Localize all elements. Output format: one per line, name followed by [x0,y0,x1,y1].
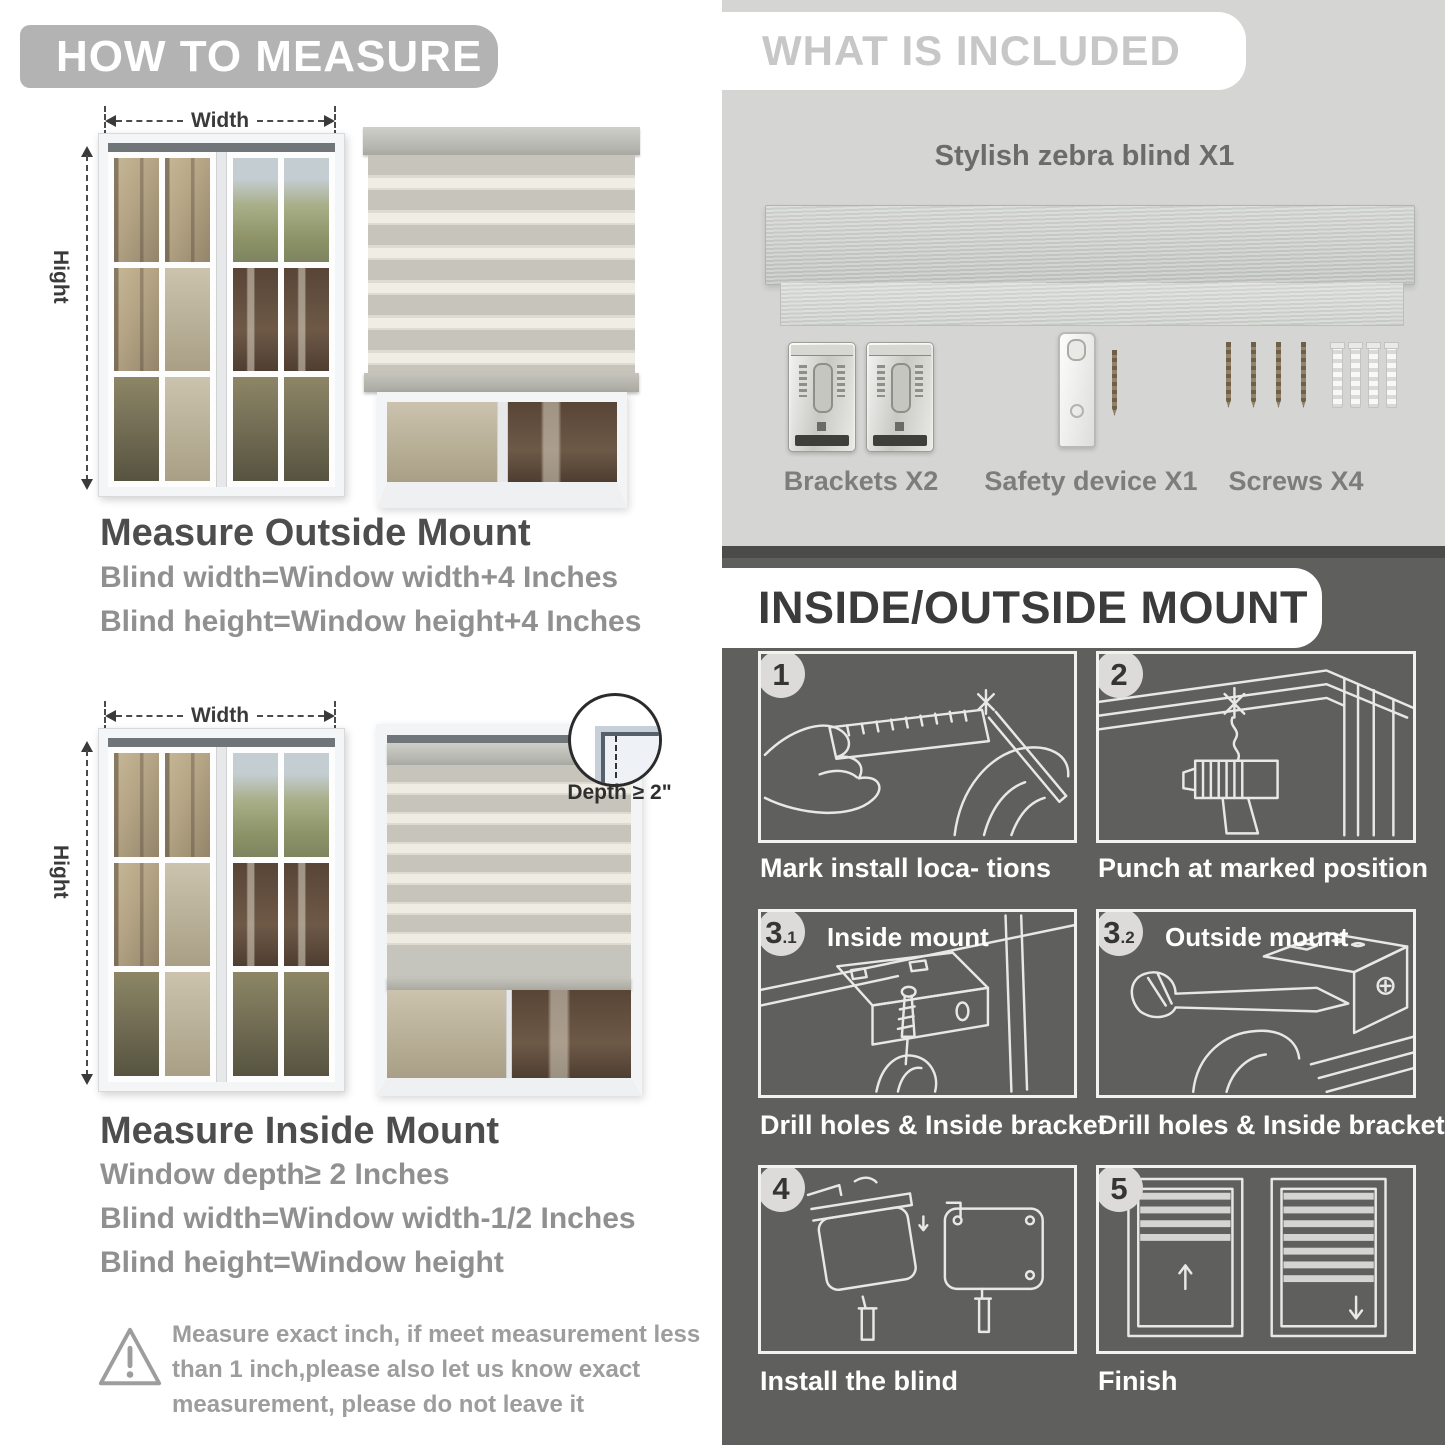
window-below-blind [387,990,631,1078]
window-below-blind [377,392,627,508]
step1-illustration [761,654,1074,840]
how-to-measure-title: HOW TO MEASURE [56,31,483,81]
bracket-image [866,342,934,452]
depth-label: Depth ≥ 2" [567,781,672,804]
depth-detail-inset [568,693,662,787]
width-arrow-1 [105,110,335,132]
arrow-left-icon [105,115,116,127]
outside-mount-title: Measure Outside Mount [100,512,531,554]
step3-2-title: Outside mount [1165,922,1349,952]
step5-illustration [1099,1168,1413,1351]
warning-line3: measurement, please do not leave it [172,1391,585,1418]
screw-image [1301,342,1306,408]
width-tick [104,701,106,731]
safety-device-label: Safety device X1 [984,466,1198,496]
blind-roll-band [387,951,631,977]
window-sash-left [108,747,216,1082]
step4-illustration [761,1168,1074,1351]
screw-image [1251,342,1256,408]
safety-device-image [1058,332,1096,448]
height-label-1: Hight [49,250,72,304]
anchor-image [1332,344,1343,408]
blind-bottomrail-image [780,283,1404,326]
width-label-1: Width [190,109,250,132]
step-panel-3-1 [758,909,1077,1098]
inside-mount-line3: Blind height=Window height [100,1246,504,1279]
panel-divider [722,546,1445,558]
step-panel-5 [1096,1165,1416,1354]
height-line-1 [86,155,88,481]
blind-headrail [363,127,640,155]
inside-mount-line1: Window depth≥ 2 Inches [100,1158,450,1191]
brackets-label: Brackets X2 [783,466,939,496]
step-panel-3-2 [1096,909,1416,1098]
what-is-included-header [722,12,1246,90]
step-number-badge: 2 [1096,651,1143,698]
window-sash-left [108,152,216,487]
blind-bottom-rail [387,977,631,990]
inside-mount-line2: Blind width=Window width-1/2 Inches [100,1202,636,1235]
window-photo-outside-mount [98,133,345,497]
step1-caption: Mark install loca- tions [760,853,1052,883]
step3-1-title: Inside mount [827,922,989,952]
window-track [108,738,335,747]
window-sash-right [227,747,335,1082]
screw-image [1276,342,1281,408]
blind-item-title: Stylish zebra blind X1 [934,140,1235,172]
step-panel-2 [1096,651,1416,843]
how-to-measure-header [20,25,498,88]
bracket-image [788,342,856,452]
screw-image [1112,350,1117,416]
arrow-down-icon [81,479,93,490]
step-number-badge: 5 [1096,1165,1143,1212]
step-number-badge: 4 [758,1165,805,1212]
arrow-left-icon [105,710,116,722]
step2-caption: Punch at marked position [1098,853,1429,883]
inside-outside-mount-title: INSIDE/OUTSIDE MOUNT [758,582,1309,633]
what-is-included-title: WHAT IS INCLUDED [762,27,1181,74]
height-line-2 [86,750,88,1076]
width-label-2: Width [190,704,250,727]
width-arrow-2 [105,705,335,727]
warning-line2: than 1 inch,please also let us know exact [172,1356,641,1383]
anchor-image [1350,344,1361,408]
blind-bottom-rail [364,373,639,392]
step3-2-caption: Drill holes & Inside bracket [1098,1110,1445,1140]
window-photo-inside-mount [98,728,345,1092]
step-number-badge: 3 .2 [1096,909,1143,956]
step-number-badge: 1 [758,651,805,698]
inside-outside-mount-header [722,568,1322,648]
warning-icon [95,1322,165,1392]
outside-mount-line2: Blind height=Window height+4 Inches [100,605,642,638]
warning-line1: Measure exact inch, if meet measurement less [172,1321,701,1348]
step5-caption: Finish [1098,1366,1178,1396]
step4-caption: Install the blind [760,1366,959,1396]
blind-fabric [368,155,635,373]
screws-label: Screws X4 [1228,466,1364,496]
screw-image [1226,342,1231,408]
height-label-2: Hight [49,845,72,899]
blind-headrail-image [765,205,1415,285]
step-panel-4 [758,1165,1077,1354]
arrow-down-icon [81,1074,93,1085]
window-track [108,143,335,152]
width-tick [334,106,336,136]
width-tick [104,106,106,136]
inside-mount-title: Measure Inside Mount [100,1110,500,1152]
step-panel-1 [758,651,1077,843]
step3-1-caption: Drill holes & Inside bracket [760,1110,1107,1140]
anchor-image [1368,344,1379,408]
step-number-badge: 3 .1 [758,909,805,956]
anchor-image [1386,344,1397,408]
outside-mount-line1: Blind width=Window width+4 Inches [100,561,619,594]
window-sash-right [227,152,335,487]
width-tick [334,701,336,731]
step2-illustration [1099,654,1413,840]
